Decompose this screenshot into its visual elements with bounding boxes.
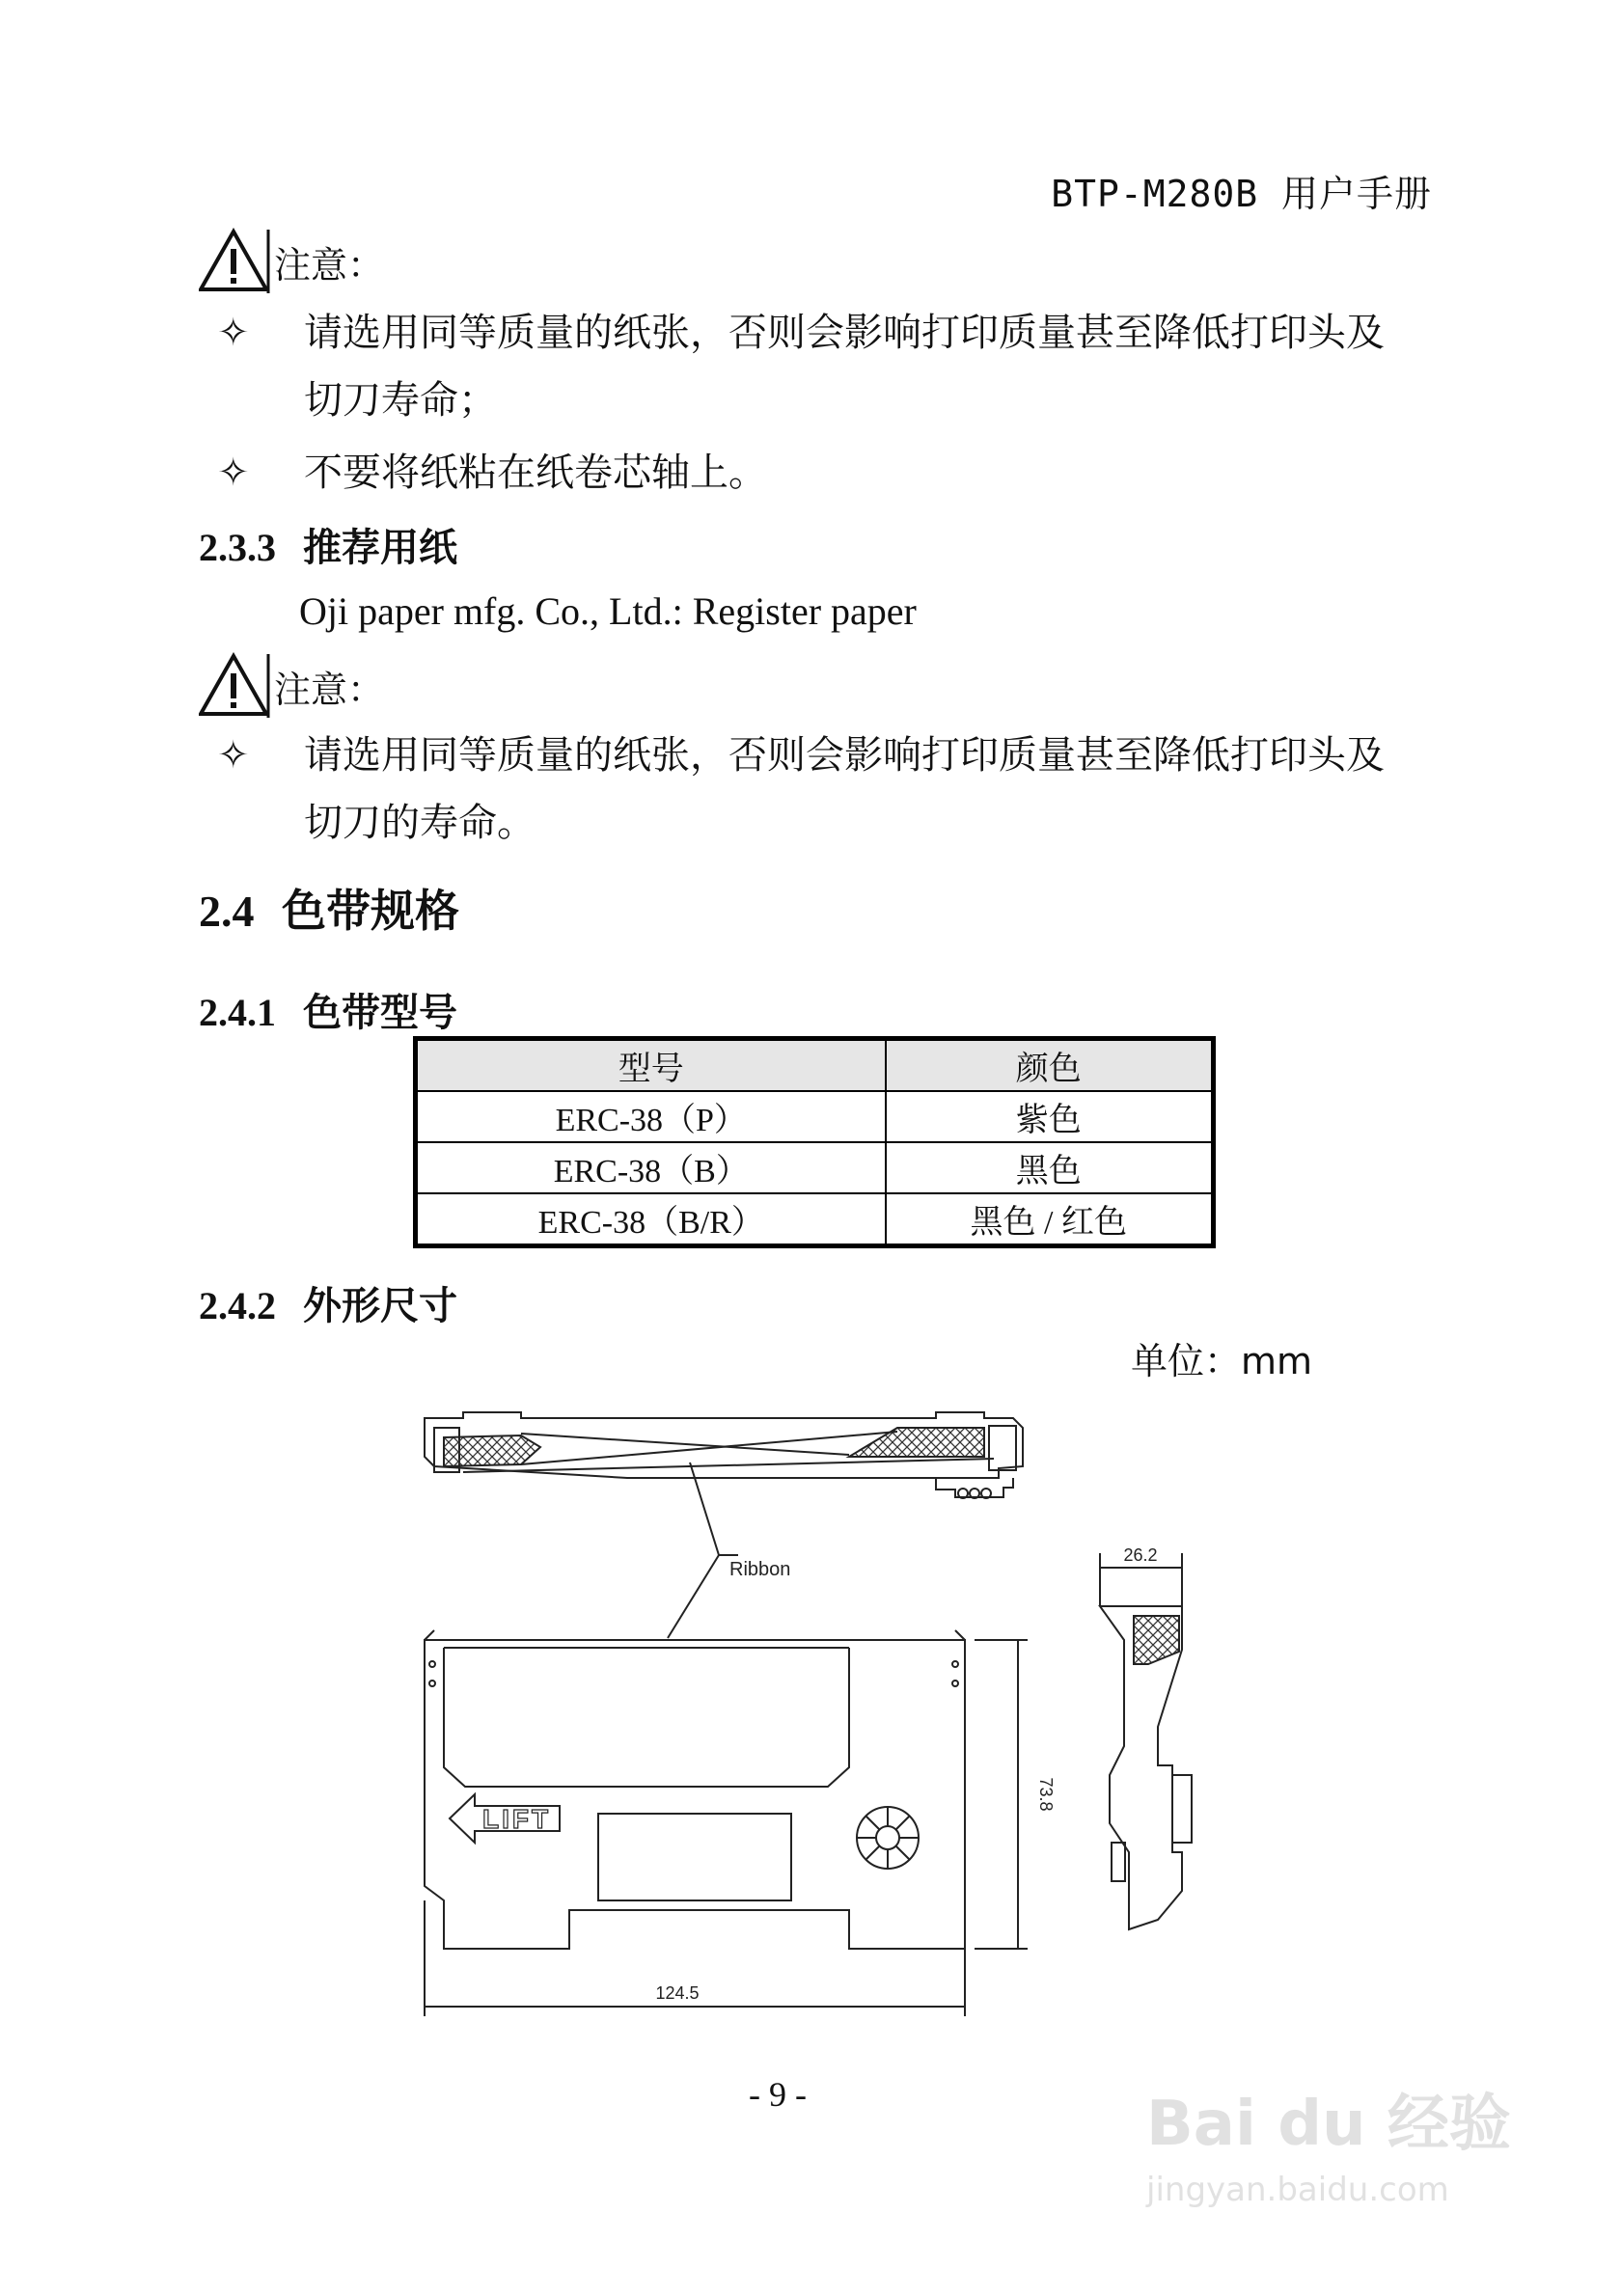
caution-label: 注意： bbox=[274, 668, 385, 711]
recommended-paper: Oji paper mfg. Co., Ltd.: Register paper bbox=[299, 589, 917, 633]
watermark-url: jingyan.baidu.com bbox=[1146, 2171, 1449, 2209]
ribbon-model-table bbox=[413, 1036, 1216, 1248]
warning-triangle-icon bbox=[199, 652, 274, 720]
table-header-row bbox=[416, 1039, 1214, 1092]
column-header-color: 颜色 bbox=[886, 1039, 1214, 1092]
table-cell-color: 黑色 bbox=[886, 1142, 1214, 1193]
page-number: - 9 - bbox=[749, 2075, 807, 2114]
list-item bbox=[217, 722, 1385, 789]
list-item bbox=[217, 299, 1385, 367]
caution-block bbox=[199, 652, 384, 720]
diamond-bullet-icon: ✧ bbox=[217, 311, 250, 355]
depth-dimension: 26.2 bbox=[1123, 1545, 1158, 1565]
section-number: 2.4 bbox=[199, 887, 255, 936]
section-heading-242 bbox=[199, 1275, 457, 1330]
caution-block bbox=[199, 228, 384, 295]
section-heading-241 bbox=[199, 982, 457, 1037]
section-title: 外形尺寸 bbox=[303, 1284, 457, 1328]
lift-label: LIFT bbox=[482, 1804, 552, 1834]
bullet-text-continued: 切刀寿命； bbox=[304, 378, 497, 423]
table-row bbox=[416, 1091, 1214, 1142]
diamond-bullet-icon: ✧ bbox=[217, 451, 250, 495]
list-item bbox=[217, 439, 767, 506]
side-view bbox=[1100, 1553, 1192, 1929]
bullet-text: 请选用同等质量的纸张，否则会影响打印质量甚至降低打印头及 bbox=[304, 733, 1385, 778]
caution-label: 注意： bbox=[274, 243, 385, 287]
section-number: 2.4.2 bbox=[199, 1284, 276, 1327]
warning-triangle-icon bbox=[199, 228, 274, 295]
ribbon-callout: Ribbon bbox=[729, 1559, 791, 1580]
height-dimension: 73.8 bbox=[1036, 1777, 1056, 1812]
section-title: 推荐用纸 bbox=[303, 526, 457, 570]
width-dimension: 124.5 bbox=[655, 1983, 700, 2003]
baidu-watermark bbox=[1146, 2074, 1552, 2267]
table-cell-color: 紫色 bbox=[886, 1091, 1214, 1142]
bullet-text: 不要将纸粘在纸卷芯轴上。 bbox=[304, 451, 767, 495]
bullet-text: 请选用同等质量的纸张，否则会影响打印质量甚至降低打印头及 bbox=[304, 311, 1385, 355]
table-cell-model: ERC-38（B/R） bbox=[416, 1193, 886, 1246]
table-cell-model: ERC-38（P） bbox=[416, 1091, 886, 1142]
column-header-model: 型号 bbox=[416, 1039, 886, 1092]
section-number: 2.4.1 bbox=[199, 991, 276, 1034]
section-number: 2.3.3 bbox=[199, 526, 276, 569]
section-title: 色带型号 bbox=[303, 991, 457, 1035]
table-cell-color: 黑色 / 红色 bbox=[886, 1193, 1214, 1246]
ribbon-cassette-drawing bbox=[396, 1399, 1235, 2045]
section-title: 色带规格 bbox=[282, 885, 459, 937]
table-row bbox=[416, 1193, 1214, 1246]
section-heading-233 bbox=[199, 517, 457, 572]
unit-label: 单位：mm bbox=[1131, 1340, 1313, 1382]
bullet-text-continued: 切刀的寿命。 bbox=[304, 801, 536, 845]
page-header-title: BTP-M280B 用户手册 bbox=[1051, 173, 1432, 215]
watermark-brand: Bai du 经验 bbox=[1146, 2089, 1511, 2160]
section-heading-24 bbox=[199, 876, 459, 940]
table-cell-model: ERC-38（B） bbox=[416, 1142, 886, 1193]
diamond-bullet-icon: ✧ bbox=[217, 733, 250, 778]
table-row bbox=[416, 1142, 1214, 1193]
top-view bbox=[425, 1412, 1023, 1498]
